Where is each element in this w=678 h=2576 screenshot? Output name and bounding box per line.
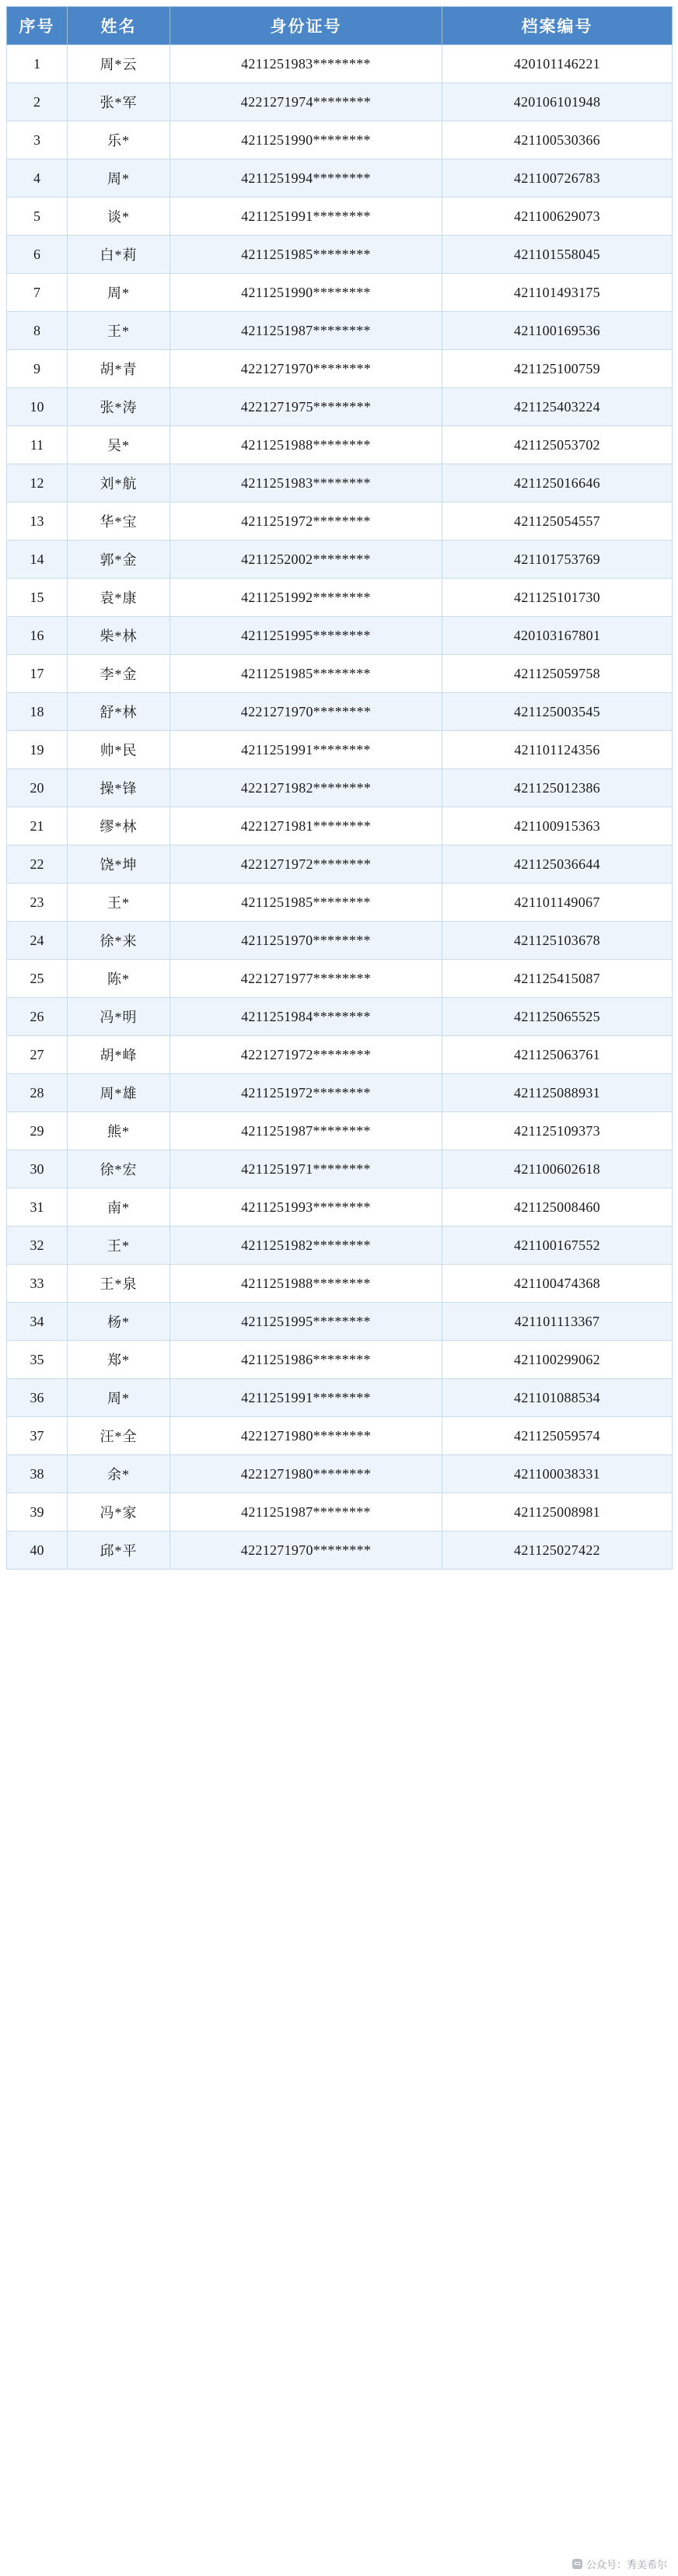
row-name: 汪*全: [68, 1417, 170, 1455]
row-name: 王*: [68, 312, 170, 350]
row-file-number: 421125101730: [442, 579, 673, 617]
row-index: 20: [7, 769, 68, 807]
row-index: 31: [7, 1188, 68, 1227]
row-name: 李*金: [68, 655, 170, 693]
table-body: [7, 45, 673, 1570]
row-file-number: 421125415087: [442, 960, 673, 998]
table-row: [7, 1303, 673, 1341]
row-file-number: 421100629073: [442, 198, 673, 236]
row-file-number: 421125063761: [442, 1036, 673, 1074]
table-row: [7, 1379, 673, 1417]
row-file-number: 421125100759: [442, 350, 673, 388]
table-row: [7, 159, 673, 198]
table-row: [7, 83, 673, 121]
row-id-number: 4211251991********: [170, 198, 442, 236]
row-name: 舒*林: [68, 693, 170, 731]
column-header-index: 序号: [7, 7, 68, 45]
row-file-number: 421100915363: [442, 807, 673, 845]
row-file-number: 421101149067: [442, 884, 673, 922]
row-id-number: 4211251993********: [170, 1188, 442, 1227]
row-name: 周*雄: [68, 1074, 170, 1112]
table-row: [7, 464, 673, 502]
wechat-icon: [572, 2559, 582, 2569]
row-index: 33: [7, 1265, 68, 1303]
row-name: 缪*林: [68, 807, 170, 845]
row-id-number: 4211251995********: [170, 617, 442, 655]
table-row: [7, 198, 673, 236]
row-name: 胡*峰: [68, 1036, 170, 1074]
row-index: 29: [7, 1112, 68, 1150]
table-header: [7, 7, 673, 45]
row-id-number: 4211251985********: [170, 884, 442, 922]
row-name: 胡*青: [68, 350, 170, 388]
row-index: 39: [7, 1493, 68, 1531]
table-row: [7, 45, 673, 83]
row-id-number: 4211251990********: [170, 121, 442, 159]
row-index: 12: [7, 464, 68, 502]
row-file-number: 421125036644: [442, 845, 673, 884]
table-row: [7, 121, 673, 159]
row-file-number: 421125008460: [442, 1188, 673, 1227]
table-row: [7, 807, 673, 845]
table-row: [7, 998, 673, 1036]
table-row: [7, 731, 673, 769]
row-index: 8: [7, 312, 68, 350]
row-name: 郭*金: [68, 541, 170, 579]
row-id-number: 4221271974********: [170, 83, 442, 121]
row-name: 周*: [68, 274, 170, 312]
column-header-name: 姓名: [68, 7, 170, 45]
row-index: 35: [7, 1341, 68, 1379]
row-file-number: 421125053702: [442, 426, 673, 464]
row-id-number: 4211251992********: [170, 579, 442, 617]
row-name: 饶*坤: [68, 845, 170, 884]
row-index: 17: [7, 655, 68, 693]
row-index: 23: [7, 884, 68, 922]
row-name: 徐*宏: [68, 1150, 170, 1188]
row-id-number: 4211251991********: [170, 1379, 442, 1417]
row-id-number: 4211251983********: [170, 45, 442, 83]
row-index: 25: [7, 960, 68, 998]
row-name: 杨*: [68, 1303, 170, 1341]
row-index: 15: [7, 579, 68, 617]
table-row: [7, 236, 673, 274]
row-name: 王*: [68, 884, 170, 922]
table-row: [7, 1417, 673, 1455]
table-row: [7, 426, 673, 464]
row-id-number: 4211251991********: [170, 731, 442, 769]
row-file-number: 421125027422: [442, 1531, 673, 1570]
table-row: [7, 1493, 673, 1531]
row-file-number: 421101558045: [442, 236, 673, 274]
row-index: 16: [7, 617, 68, 655]
row-name: 徐*来: [68, 922, 170, 960]
row-name: 冯*家: [68, 1493, 170, 1531]
row-id-number: 4221271977********: [170, 960, 442, 998]
table-row: [7, 350, 673, 388]
table-row: [7, 922, 673, 960]
row-index: 21: [7, 807, 68, 845]
row-id-number: 4221271975********: [170, 388, 442, 426]
row-file-number: 421100602618: [442, 1150, 673, 1188]
table-row: [7, 1074, 673, 1112]
table-row: [7, 1531, 673, 1570]
row-id-number: 4211251987********: [170, 1112, 442, 1150]
row-id-number: 4211251986********: [170, 1341, 442, 1379]
row-id-number: 4211251971********: [170, 1150, 442, 1188]
table-row: [7, 1188, 673, 1227]
row-index: 4: [7, 159, 68, 198]
table-row: [7, 1341, 673, 1379]
row-file-number: 421100530366: [442, 121, 673, 159]
row-index: 9: [7, 350, 68, 388]
row-name: 乐*: [68, 121, 170, 159]
row-name: 余*: [68, 1455, 170, 1493]
row-file-number: 421125054557: [442, 502, 673, 541]
table-row: [7, 1036, 673, 1074]
table-row: [7, 502, 673, 541]
row-file-number: 421125088931: [442, 1074, 673, 1112]
row-id-number: 4211251987********: [170, 1493, 442, 1531]
row-file-number: 421125008981: [442, 1493, 673, 1531]
row-name: 冯*明: [68, 998, 170, 1036]
row-id-number: 4211251982********: [170, 1227, 442, 1265]
row-name: 王*: [68, 1227, 170, 1265]
row-file-number: 421125065525: [442, 998, 673, 1036]
row-index: 38: [7, 1455, 68, 1493]
table-row: [7, 1265, 673, 1303]
row-file-number: 421100299062: [442, 1341, 673, 1379]
row-index: 2: [7, 83, 68, 121]
table-row: [7, 693, 673, 731]
row-index: 11: [7, 426, 68, 464]
row-id-number: 4211251990********: [170, 274, 442, 312]
row-file-number: 421125059758: [442, 655, 673, 693]
row-index: 3: [7, 121, 68, 159]
row-name: 周*: [68, 159, 170, 198]
table-row: [7, 960, 673, 998]
row-id-number: 4211251972********: [170, 502, 442, 541]
row-file-number: 421101493175: [442, 274, 673, 312]
watermark-text: 公众号：秀美希尔: [585, 2559, 667, 2571]
row-name: 刘*航: [68, 464, 170, 502]
row-index: 28: [7, 1074, 68, 1112]
row-file-number: 421101088534: [442, 1379, 673, 1417]
row-name: 郑*: [68, 1341, 170, 1379]
row-name: 吴*: [68, 426, 170, 464]
row-id-number: 4221271980********: [170, 1417, 442, 1455]
row-id-number: 4211251984********: [170, 998, 442, 1036]
row-file-number: 421125109373: [442, 1112, 673, 1150]
table-row: [7, 1227, 673, 1265]
row-name: 周*云: [68, 45, 170, 83]
row-file-number: 420101146221: [442, 45, 673, 83]
row-file-number: 421100726783: [442, 159, 673, 198]
table-row: [7, 845, 673, 884]
row-index: 5: [7, 198, 68, 236]
row-name: 谈*: [68, 198, 170, 236]
row-index: 37: [7, 1417, 68, 1455]
row-name: 华*宝: [68, 502, 170, 541]
row-id-number: 4221271981********: [170, 807, 442, 845]
row-index: 30: [7, 1150, 68, 1188]
row-index: 22: [7, 845, 68, 884]
row-id-number: 4211251988********: [170, 426, 442, 464]
row-index: 26: [7, 998, 68, 1036]
column-header-id-number: 身份证号: [170, 7, 442, 45]
row-index: 18: [7, 693, 68, 731]
table-row: [7, 1150, 673, 1188]
row-id-number: 4221271972********: [170, 1036, 442, 1074]
row-file-number: 421125059574: [442, 1417, 673, 1455]
row-index: 32: [7, 1227, 68, 1265]
row-name: 邱*平: [68, 1531, 170, 1570]
table-row: [7, 274, 673, 312]
table-row: [7, 769, 673, 807]
row-index: 36: [7, 1379, 68, 1417]
row-index: 19: [7, 731, 68, 769]
row-index: 10: [7, 388, 68, 426]
row-file-number: 421125012386: [442, 769, 673, 807]
row-index: 6: [7, 236, 68, 274]
row-index: 14: [7, 541, 68, 579]
row-index: 40: [7, 1531, 68, 1570]
row-file-number: 421101113367: [442, 1303, 673, 1341]
watermark: [572, 2557, 667, 2571]
row-name: 操*锋: [68, 769, 170, 807]
row-name: 柴*林: [68, 617, 170, 655]
row-file-number: 421100474368: [442, 1265, 673, 1303]
row-id-number: 4221271980********: [170, 1455, 442, 1493]
table-row: [7, 617, 673, 655]
row-file-number: 420106101948: [442, 83, 673, 121]
table-row: [7, 1455, 673, 1493]
row-name: 帅*民: [68, 731, 170, 769]
row-name: 白*莉: [68, 236, 170, 274]
row-id-number: 4211251970********: [170, 922, 442, 960]
row-index: 34: [7, 1303, 68, 1341]
row-file-number: 421101124356: [442, 731, 673, 769]
row-file-number: 421101753769: [442, 541, 673, 579]
row-name: 陈*: [68, 960, 170, 998]
row-index: 7: [7, 274, 68, 312]
row-index: 24: [7, 922, 68, 960]
row-id-number: 4211251985********: [170, 236, 442, 274]
row-id-number: 4211251985********: [170, 655, 442, 693]
row-name: 熊*: [68, 1112, 170, 1150]
row-index: 27: [7, 1036, 68, 1074]
table-row: [7, 579, 673, 617]
row-id-number: 4221271970********: [170, 693, 442, 731]
table-row: [7, 655, 673, 693]
row-index: 13: [7, 502, 68, 541]
row-file-number: 421100038331: [442, 1455, 673, 1493]
row-id-number: 4211251994********: [170, 159, 442, 198]
row-file-number: 421125003545: [442, 693, 673, 731]
row-file-number: 421125103678: [442, 922, 673, 960]
table-row: [7, 1112, 673, 1150]
row-id-number: 4221271970********: [170, 1531, 442, 1570]
row-file-number: 421100169536: [442, 312, 673, 350]
row-file-number: 421100167552: [442, 1227, 673, 1265]
row-name: 南*: [68, 1188, 170, 1227]
row-id-number: 4211251972********: [170, 1074, 442, 1112]
row-file-number: 421125016646: [442, 464, 673, 502]
row-id-number: 4211251995********: [170, 1303, 442, 1341]
row-id-number: 4221271972********: [170, 845, 442, 884]
column-header-file-number: 档案编号: [442, 7, 673, 45]
row-name: 周*: [68, 1379, 170, 1417]
row-id-number: 4211251988********: [170, 1265, 442, 1303]
table-row: [7, 884, 673, 922]
table-row: [7, 312, 673, 350]
row-id-number: 4221271982********: [170, 769, 442, 807]
table-row: [7, 388, 673, 426]
row-name: 王*泉: [68, 1265, 170, 1303]
row-id-number: 4211251983********: [170, 464, 442, 502]
table-row: [7, 541, 673, 579]
row-id-number: 4211252002********: [170, 541, 442, 579]
row-name: 张*涛: [68, 388, 170, 426]
roster-table: [6, 6, 673, 1570]
row-id-number: 4211251987********: [170, 312, 442, 350]
row-id-number: 4221271970********: [170, 350, 442, 388]
row-file-number: 420103167801: [442, 617, 673, 655]
row-index: 1: [7, 45, 68, 83]
row-name: 袁*康: [68, 579, 170, 617]
table-header-row: [7, 7, 673, 45]
row-name: 张*军: [68, 83, 170, 121]
row-file-number: 421125403224: [442, 388, 673, 426]
